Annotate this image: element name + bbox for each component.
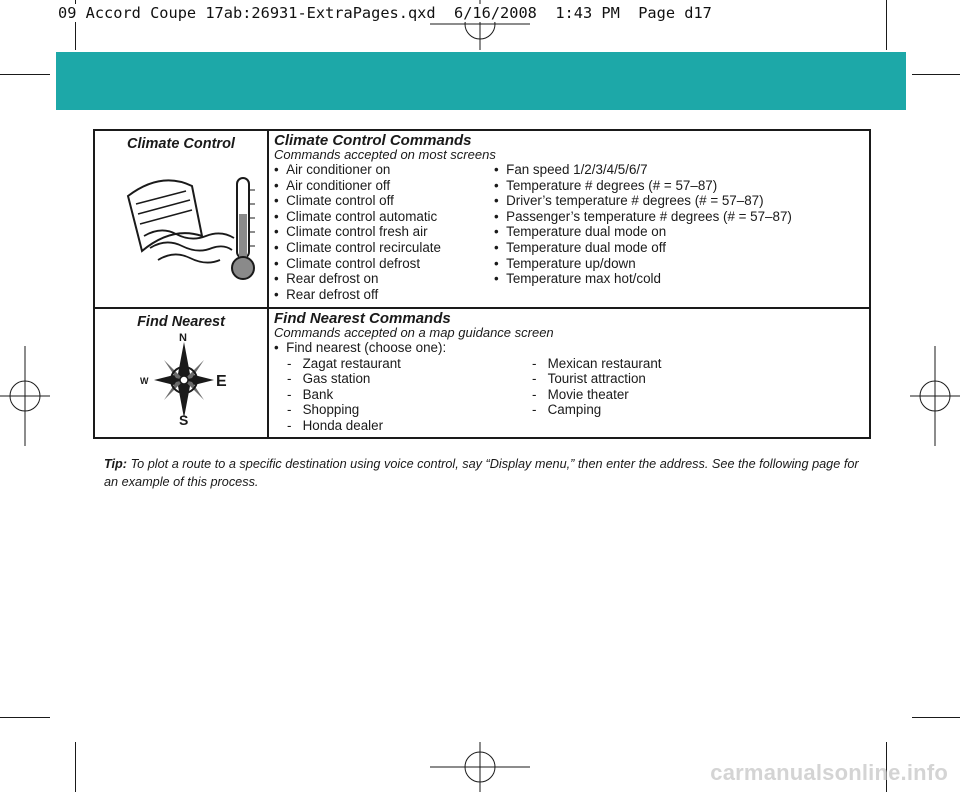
compass-e-label: E [216,373,227,390]
compass-s-label: S [179,412,189,426]
registration-mark-right [910,346,960,446]
list-item: • Temperature up/down [494,256,869,272]
compass-icon [126,332,236,426]
list-item: • Climate control defrost [274,256,494,272]
climate-commands-title: Climate Control Commands [274,132,472,149]
tip-label: Tip: [104,457,128,471]
tip-text: To plot a route to a specific destination using voice control, say “Display menu,” then enter the address. See the following page for an example of this process. [104,457,859,489]
list-item: • Climate control off [274,193,494,209]
list-item: • Temperature max hot/cold [494,271,869,287]
find-nearest-commands-title: Find Nearest Commands [274,310,451,327]
crop-mark [0,74,50,75]
find-nearest-intro: • Find nearest (choose one): [274,340,869,356]
crop-mark [886,0,887,50]
find-nearest-commands-cell [268,308,870,438]
watermark: carmanualsonline.info [710,760,948,785]
list-item: • Climate control fresh air [274,224,494,240]
climate-control-icon [106,156,256,286]
list-item: • Air conditioner off [274,178,494,194]
list-item: • Climate control recirculate [274,240,494,256]
compass-n-label: N [179,332,187,344]
list-item: - Movie theater [532,387,662,403]
find-nearest-row [94,308,870,438]
find-nearest-commands-subtitle: Commands accepted on a map guidance screen [274,325,554,340]
climate-commands-cell [268,130,870,308]
print-slug: 09 Accord Coupe 17ab:26931-ExtraPages.qxd 6/16/2008 1:43 PM Page d17 [52,4,718,22]
list-item: • Passenger’s temperature # degrees (# = 57–87) [494,209,869,225]
list-item: • Rear defrost off [274,287,494,303]
header-band [56,52,906,110]
list-item: • Temperature # degrees (# = 57–87) [494,178,869,194]
find-nearest-label: Find Nearest [137,314,225,330]
command-table [93,129,871,439]
list-item: • Temperature dual mode on [494,224,869,240]
find-nearest-label-cell [94,308,268,438]
list-item: - Zagat restaurant [287,356,532,372]
climate-label: Climate Control [127,136,235,152]
compass-w-label: W [140,376,149,386]
list-item: • Fan speed 1/2/3/4/5/6/7 [494,162,869,178]
list-item: • Temperature dual mode off [494,240,869,256]
list-item: • Climate control automatic [274,209,494,225]
list-item: • Rear defrost on [274,271,494,287]
crop-mark [0,717,50,718]
climate-label-cell [94,130,268,308]
list-item: - Camping [532,402,662,418]
registration-mark-left [0,346,50,446]
list-item: - Honda dealer [287,418,532,434]
crop-mark [912,74,960,75]
list-item: - Gas station [287,371,532,387]
list-item: - Mexican restaurant [532,356,662,372]
list-item: • Air conditioner on [274,162,494,178]
climate-commands-subtitle: Commands accepted on most screens [274,147,496,162]
climate-row [94,130,870,308]
list-item: - Bank [287,387,532,403]
list-item: - Tourist attraction [532,371,662,387]
tip-paragraph [104,456,864,491]
crop-mark [75,742,76,792]
crop-mark [912,717,960,718]
list-item: • Driver’s temperature # degrees (# = 57–87) [494,193,869,209]
registration-mark-bottom [430,742,530,792]
list-item: - Shopping [287,402,532,418]
